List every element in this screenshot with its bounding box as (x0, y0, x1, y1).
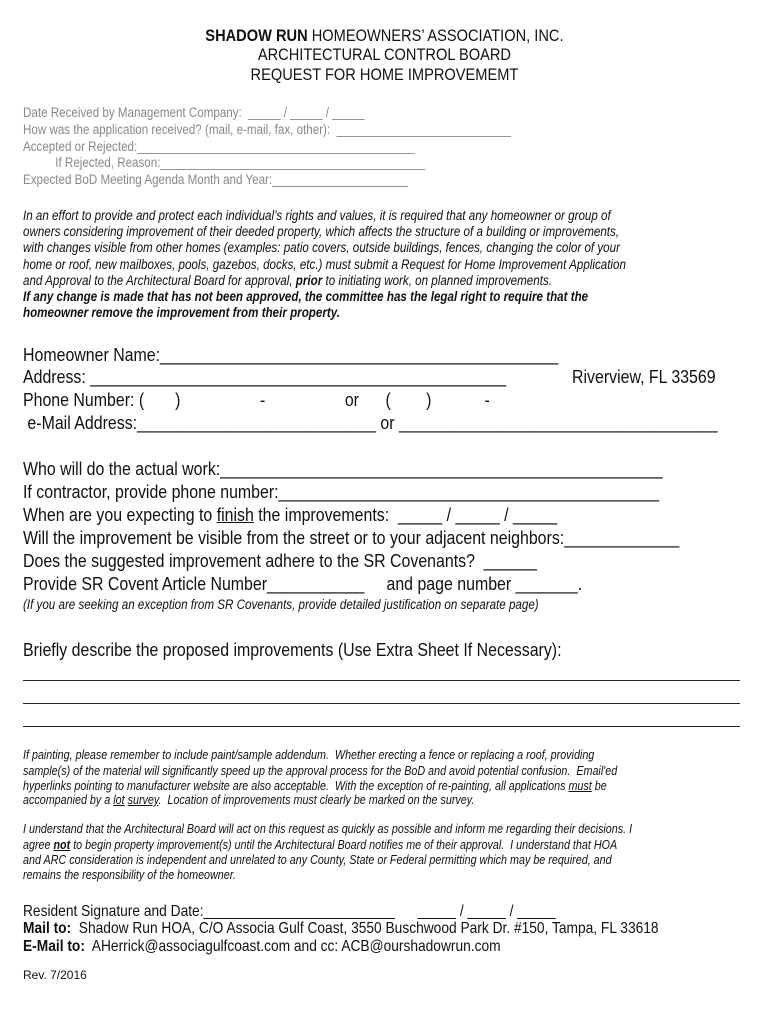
text: hyperlinks pointing to manufacturer website are also acceptable. With the exception of re-painting, all applications (23, 779, 569, 793)
text: to begin property improvement(s) until the Architectural Board notifies me of their approval. I understand that HOA (70, 838, 618, 852)
rejected-reason-field[interactable]: If Rejected, Reason:_________________________________________ (23, 155, 426, 170)
city-text: Riverview, FL 33569 (572, 366, 716, 387)
mail-label: Mail to: (23, 920, 72, 937)
text: agree (23, 838, 54, 852)
phone-field[interactable]: Phone Number: ( ) - or ( ) - (23, 389, 490, 410)
covenants-field[interactable]: Does the suggested improvement adhere to the SR Covenants? ______ (23, 550, 537, 571)
prior-emphasis: prior (295, 273, 323, 288)
text: When are you expecting to (23, 504, 217, 525)
not-emphasis: not (53, 838, 71, 852)
email-to-line (23, 938, 501, 956)
intro-line: home or roof, new mailboxes, pools, gazebos, docks, etc.) must submit a Request for Home Improvement Application (23, 257, 626, 272)
text: the improvements: _____ / _____ / _____ (253, 504, 558, 525)
description-line[interactable] (23, 703, 740, 704)
text: be (591, 779, 607, 793)
form-title (0, 26, 769, 46)
mail-to-line (23, 920, 659, 938)
painting-line (23, 793, 474, 807)
email-label: E-Mail to: (23, 938, 85, 955)
request-title: REQUEST FOR HOME IMPROVEMEMT (250, 65, 519, 84)
board-title: ARCHITECTURAL CONTROL BOARD (257, 45, 512, 64)
title-rest: HOMEOWNERS’ ASSOCIATION, INC. (307, 26, 564, 45)
finish-date-field[interactable] (23, 504, 557, 526)
title-bold: SHADOW RUN (205, 26, 308, 45)
description-line[interactable] (23, 726, 740, 727)
must-emphasis: must (568, 779, 592, 793)
signature-field[interactable]: Resident Signature and Date:_________________________ _____ / _____ / _____ (23, 903, 556, 920)
agree-line: remains the responsibility of the homeowner. (23, 868, 236, 882)
description-line[interactable] (23, 680, 740, 681)
intro-line: owners considering improvement of their deeded property, which affects the structure of a building or improvements, (23, 224, 620, 239)
worker-field[interactable]: Who will do the actual work:__________________________________________________ (23, 458, 663, 479)
lot-emphasis: lot (113, 793, 125, 807)
painting-line: If painting, please remember to include paint/sample addendum. Whether erecting a fence or replacing a roof, providing (23, 748, 595, 762)
article-number-field[interactable]: Provide SR Covent Article Number___________ and page number _______. (23, 573, 582, 594)
describe-label: Briefly describe the proposed improvements (Use Extra Sheet If Necessary): (23, 639, 562, 660)
email-field[interactable]: e-Mail Address:___________________________ or ____________________________________ (23, 412, 718, 433)
email-addresses: AHerrick@associagulfcoast.com and cc: ACB@ourshadowrun.com (84, 938, 501, 955)
mail-address: Shadow Run HOA, C/O Associa Gulf Coast, 3550 Buschwood Park Dr. #150, Tampa, FL 33618 (71, 920, 659, 937)
intro-line (23, 273, 552, 288)
revision: Rev. 7/2016 (23, 968, 87, 982)
visible-field[interactable]: Will the improvement be visible from the street or to your adjacent neighbors:_____________ (23, 527, 680, 548)
contractor-phone-field[interactable]: If contractor, provide phone number:___________________________________________ (23, 481, 660, 502)
warning-line: If any change is made that has not been approved, the committee has the legal right to require that the (23, 289, 589, 304)
intro-line: In an effort to provide and protect each individual’s rights and values, it is required that any homeowner or group of (23, 208, 611, 223)
painting-line (23, 779, 607, 793)
accepted-rejected-field[interactable]: Accepted or Rejected:___________________________________________ (23, 139, 415, 154)
text: to initiating work, on planned improvements. (322, 273, 552, 288)
text: accompanied by a (23, 793, 114, 807)
finish-emphasis: finish (216, 504, 254, 525)
agree-line: and ARC consideration is independent and unrelated to any County, State or Federal permitting which may be required, and (23, 853, 612, 867)
agree-line: I understand that the Architectural Board will act on this request as quickly as possible and inform me regarding their decisions. I (23, 822, 633, 836)
survey-emphasis: survey (127, 793, 159, 807)
agree-line (23, 838, 617, 852)
painting-line: sample(s) of the material will significantly speed up the approval process for the BoD and avoid potential confusion. Email'ed (23, 764, 618, 778)
text: . Location of improvements must clearly be marked on the survey. (158, 793, 475, 807)
date-received-field[interactable]: Date Received by Management Company: _____ / _____ / _____ (23, 105, 365, 120)
text: and Approval to the Architectural Board for approval, (23, 273, 296, 288)
warning-line: homeowner remove the improvement from their property. (23, 305, 340, 320)
bod-meeting-field[interactable]: Expected BoD Meeting Agenda Month and Year:_____________________ (23, 172, 408, 187)
homeowner-name-field[interactable]: Homeowner Name:_____________________________________________ (23, 344, 559, 365)
address-field[interactable]: Address: _______________________________________________ (23, 366, 507, 387)
intro-line: with changes visible from other homes (examples: patio covers, outside buildings, fences, changing the color of your (23, 240, 620, 255)
received-method-field[interactable]: How was the application received? (mail, e-mail, fax, other): ___________________________ (23, 122, 511, 137)
exception-note: (If you are seeking an exception from SR Covenants, provide detailed justification on separate page) (23, 597, 539, 612)
